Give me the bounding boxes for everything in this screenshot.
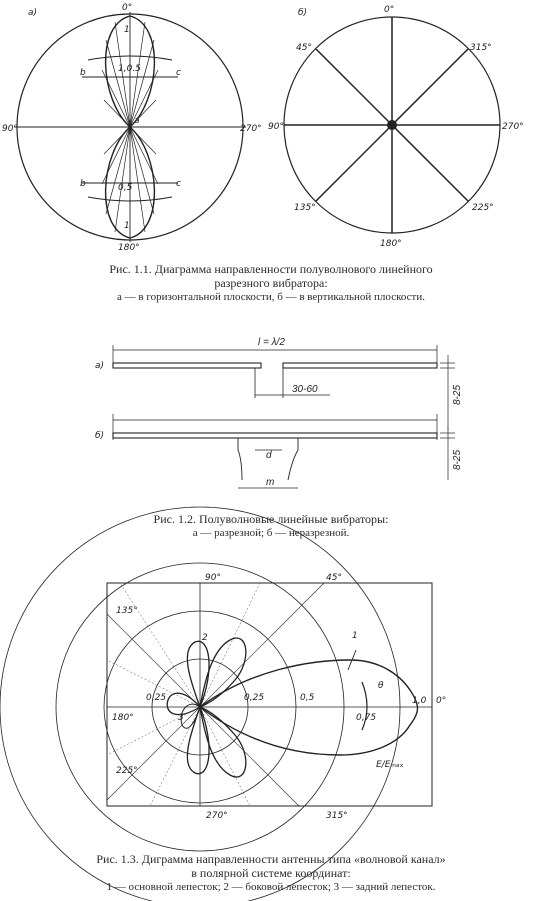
fig1-panel-b [268, 5, 524, 249]
fig3-angle-180: 180° [112, 713, 134, 723]
fig1a-left-angle: 90° [2, 124, 18, 134]
fig2-caption-line2: а — разрезной; б — неразрезной. [192, 527, 350, 539]
fig1a-center-label: a [134, 116, 140, 126]
fig1b-bottom-angle: 180° [380, 239, 402, 249]
fig2-caption-line1: Рис. 1.2. Полуволновые линейные вибраторы: [153, 512, 389, 526]
fig1a-right-angle: 270° [240, 124, 262, 134]
fig2-dipoles [95, 337, 463, 488]
fig1b-left-angle: 90° [268, 122, 284, 132]
fig1-caption-line2: разрезного вибратора: [214, 276, 328, 290]
fig3-caption-line3: 1 — основной лепесток; 2 — боковой лепесток; 3 — задний лепесток. [106, 881, 436, 893]
fig3-lobe-label-main: 1 [352, 631, 358, 641]
fig3-radial-10: 1,0 [412, 696, 427, 706]
fig2-spacing-label: m [266, 477, 275, 488]
fig3-radial-025-left: 0,25 [146, 693, 167, 703]
fig2-caption [0, 512, 542, 540]
fig1a-point-c-top: c [176, 68, 181, 78]
fig3-radial-075: 0,75 [356, 713, 377, 723]
fig1a-bottom-angle: 180° [118, 243, 140, 253]
fig3-back-lobe [167, 693, 200, 714]
fig1a-point-b-bottom: b [80, 179, 86, 189]
fig3-theta-label: θ [378, 681, 384, 691]
fig3-angle-270: 270° [206, 811, 228, 821]
fig3-lobe-label-side: 2 [202, 633, 208, 643]
fig3-angle-0: 0° [436, 696, 447, 706]
fig3-caption-line2: в полярной системе координат: [191, 866, 351, 880]
fig1b-angle-225: 225° [472, 203, 494, 213]
fig1a-letter: а) [28, 8, 38, 18]
fig3-radial-025-right: 0,25 [244, 693, 265, 703]
fig3-caption-line1: Рис. 1.3. Диграмма направленности антенны типа «волновой канал» [96, 852, 446, 866]
fig2-height-a: 8-25 [452, 384, 463, 405]
fig1-caption-line1: Рис. 1.1. Диаграмма направленности полуволнового линейного [109, 262, 433, 276]
fig1-caption [0, 262, 542, 304]
fig3-angle-225: 225° [116, 766, 138, 776]
fig3-angle-135: 135° [116, 606, 138, 616]
fig2-length-label: l = λ/2 [258, 337, 285, 348]
fig1a-point-c-bottom: c [176, 179, 181, 189]
fig1b-angle-135: 135° [294, 203, 316, 213]
fig1a-lobe-number-bottom: 1 [124, 221, 130, 231]
fig1b-letter: б) [298, 8, 308, 18]
fig3-angle-315: 315° [326, 811, 348, 821]
fig1a-lobe-number-top: 1 [124, 25, 130, 35]
fig3-axis-label: E/Eₘₐₓ [376, 760, 404, 770]
fig3-side-lobe-upper-left [187, 641, 209, 707]
fig3-polar-plot [0, 507, 446, 901]
fig2-row-b-letter: б) [95, 431, 105, 441]
fig3-lobe-label-back: 3 [178, 713, 184, 723]
fig3-angle-45: 45° [326, 573, 342, 583]
fig2-d-label: d [266, 450, 272, 461]
fig1a-point-b-top: b [80, 68, 86, 78]
fig1b-angle-315: 315° [470, 43, 492, 53]
fig1b-right-angle: 270° [502, 122, 524, 132]
fig2-height-b: 8-25 [452, 449, 463, 470]
fig1b-top-angle: 0° [384, 5, 395, 15]
fig1-panel-a [2, 3, 262, 253]
fig2-row-a-letter: а) [95, 361, 105, 371]
fig1b-angle-45: 45° [296, 43, 312, 53]
fig1a-level-top: 1,0.5 [118, 64, 141, 74]
fig1a-top-angle: 0° [122, 3, 133, 13]
fig3-side-lobe-lower-left [187, 707, 209, 774]
fig3-angle-90: 90° [205, 573, 221, 583]
fig1a-level-bottom: 0,5 [118, 183, 133, 193]
fig2-gap-label: 30-60 [292, 384, 318, 395]
fig1-caption-line3: а — в горизонтальной плоскости, б — в вертикальной плоскости. [117, 291, 425, 303]
fig3-caption [0, 852, 542, 894]
fig3-radial-05: 0,5 [300, 693, 315, 703]
